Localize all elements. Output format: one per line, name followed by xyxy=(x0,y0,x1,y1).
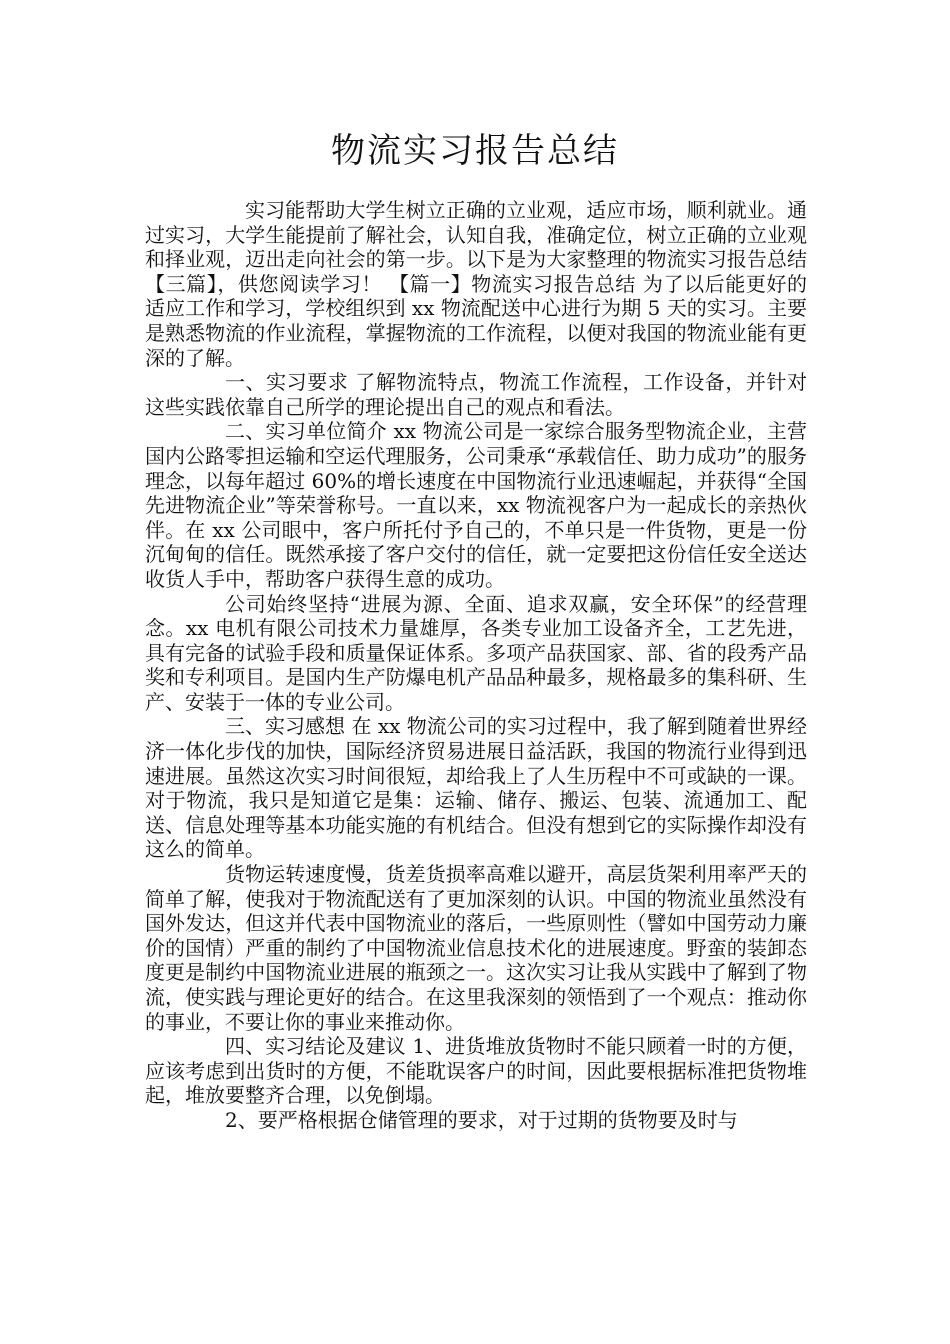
paragraph-company-intro: 二、实习单位简介 xx 物流公司是一家综合服务型物流企业，主营国内公路零担运输和空运代理服务，公司秉承“承载信任、助力成功”的服务理念，以每年超过 60%的增长速度在中国物流行业迅速崛起，并获得“全国先进物流企业”等荣誉称号。一直以来，xx 物流视客户为一起成长的亲热伙伴。在 xx 公司眼中，客户所托付予自己的，不单只是一件货物，更是一份沉甸甸的信任。既然承接了客户交付的信任，就一定要把这份信任安全送达收货人手中，帮助客户获得生意的成功。 xyxy=(145,419,807,591)
paragraph-requirements: 一、实习要求 了解物流特点，物流工作流程，工作设备，并针对这些实践依靠自己所学的理论提出自己的观点和看法。 xyxy=(145,370,807,419)
document-title: 物流实习报告总结 xyxy=(331,131,619,171)
paragraph-company-philosophy: 公司始终坚持“进展为源、全面、追求双赢，安全环保”的经营理念。xx 电机有限公司技术力量雄厚，各类专业加工设备齐全，工艺先进，具有完备的试验手段和质量保证体系。多项产品获国家、部、省的段秀产品奖和专利项目。是国内生产防爆电机产品品种最多，规格最多的集科研、生产、安装于一体的专业公司。 xyxy=(145,591,807,714)
paragraph-intro: 实习能帮助大学生树立正确的立业观，适应市场，顺利就业。通过实习，大学生能提前了解社会，认知自我，准确定位，树立正确的立业观和择业观，迈出走向社会的第一步。以下是为大家整理的物流实习报告总结 【三篇】，供您阅读学习！ 【篇一】物流实习报告总结 为了以后能更好的适应工作和学习，学校组织到 xx 物流配送中心进行为期 5 天的实习。主要是熟悉物流的作业流程，掌握物流的工作流程，以便对我国的物流业能有更深的了解。 xyxy=(145,198,814,370)
paragraph-observations: 货物运转速度慢，货差货损率高难以避开，高层货架利用率严天的简单了解，使我对于物流配送有了更加深刻的认识。中国的物流业虽然没有国外发达，但这并代表中国物流业的落后，一些原则性（譬如中国劳动力廉价的国情）严重的制约了中国物流业信息技术化的进展速度。野蛮的装卸态度更是制约中国物流业进展的瓶颈之一。这次实习让我从实践中了解到了物流，使实践与理论更好的结合。在这里我深刻的领悟到了一个观点：推动你的事业，不要让你的事业来推动你。 xyxy=(145,862,807,1034)
paragraph-suggestion-2: 2、要严格根据仓储管理的要求，对于过期的货物要及时与 xyxy=(225,1107,738,1132)
paragraph-reflections: 三、实习感想 在 xx 物流公司的实习过程中，我了解到随着世界经济一体化步伐的加快，国际经济贸易进展日益活跃，我国的物流行业得到迅速进展。虽然这次实习时间很短，却给我上了人生历程中不可或缺的一课。对于物流，我只是知道它是集：运输、储存、搬运、包装、流通加工、配送、信息处理等基本功能实施的有机结合。但没有想到它的实际操作却没有这么的简单。 xyxy=(145,714,807,862)
document-body xyxy=(145,198,814,1133)
paragraph-conclusions: 四、实习结论及建议 1、进货堆放货物时不能只顾着一时的方便，应该考虑到出货时的方便，不能耽误客户的时间，因此要根据标准把货物堆起，堆放要整齐合理，以免倒塌。 xyxy=(145,1034,807,1108)
